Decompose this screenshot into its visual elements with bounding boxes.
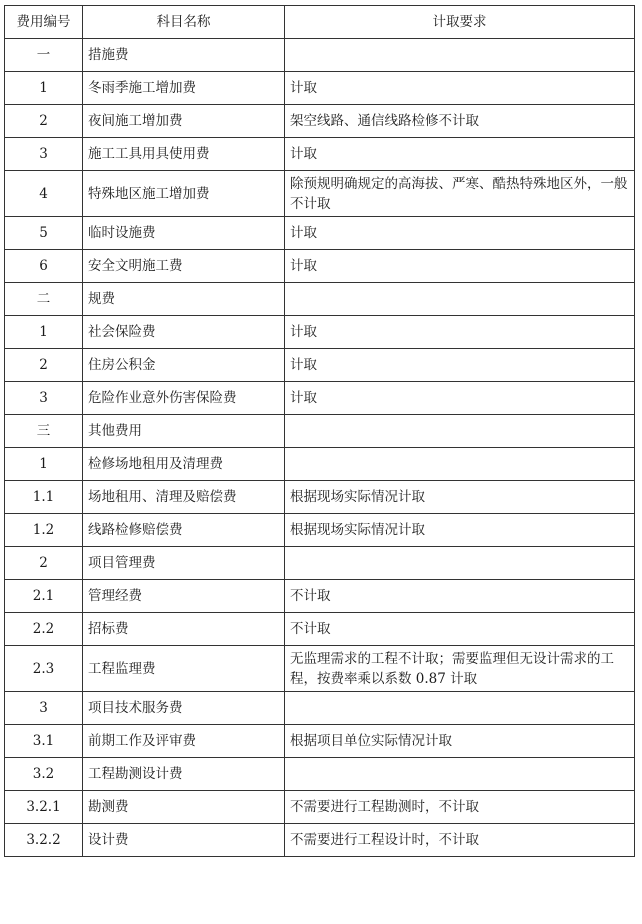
header-row <box>5 6 635 39</box>
cell-name: 特殊地区施工增加费 <box>83 171 285 217</box>
cell-code: 4 <box>5 171 83 217</box>
cell-code: 2 <box>5 105 83 138</box>
cell-requirement: 不计取 <box>285 580 635 613</box>
cell-requirement <box>285 415 635 448</box>
table-body <box>5 39 635 857</box>
cell-requirement <box>285 448 635 481</box>
cell-requirement: 根据现场实际情况计取 <box>285 481 635 514</box>
table-row <box>5 217 635 250</box>
table-row <box>5 72 635 105</box>
cell-code: 三 <box>5 415 83 448</box>
table-row <box>5 758 635 791</box>
cell-name: 其他费用 <box>83 415 285 448</box>
cell-requirement: 不需要进行工程设计时，不计取 <box>285 824 635 857</box>
cell-code: 2 <box>5 349 83 382</box>
cell-requirement: 计取 <box>285 138 635 171</box>
cell-code: 3 <box>5 138 83 171</box>
cell-requirement: 不需要进行工程勘测时，不计取 <box>285 791 635 824</box>
cell-requirement: 计取 <box>285 316 635 349</box>
header-requirement: 计取要求 <box>285 6 635 39</box>
cell-requirement: 无监理需求的工程不计取；需要监理但无设计需求的工程，按费率乘以系数 0.87 计取 <box>285 646 635 692</box>
cell-code: 6 <box>5 250 83 283</box>
cell-name: 线路检修赔偿费 <box>83 514 285 547</box>
cell-code: 1 <box>5 448 83 481</box>
cell-code: 二 <box>5 283 83 316</box>
table-row <box>5 105 635 138</box>
cell-name: 冬雨季施工增加费 <box>83 72 285 105</box>
table-row <box>5 824 635 857</box>
cell-name: 管理经费 <box>83 580 285 613</box>
table-row <box>5 250 635 283</box>
cell-code: 1.2 <box>5 514 83 547</box>
table-row <box>5 283 635 316</box>
cell-code: 3.2.1 <box>5 791 83 824</box>
header-name: 科目名称 <box>83 6 285 39</box>
cell-code: 一 <box>5 39 83 72</box>
cell-name: 措施费 <box>83 39 285 72</box>
cell-requirement <box>285 283 635 316</box>
cell-code: 2.2 <box>5 613 83 646</box>
table-row <box>5 138 635 171</box>
cell-name: 招标费 <box>83 613 285 646</box>
fee-table <box>4 5 635 857</box>
cell-requirement <box>285 692 635 725</box>
cell-requirement: 计取 <box>285 72 635 105</box>
table-row <box>5 415 635 448</box>
cell-name: 场地租用、清理及赔偿费 <box>83 481 285 514</box>
cell-requirement: 计取 <box>285 250 635 283</box>
cell-code: 3.2.2 <box>5 824 83 857</box>
cell-code: 5 <box>5 217 83 250</box>
cell-code: 3 <box>5 382 83 415</box>
cell-requirement: 根据项目单位实际情况计取 <box>285 725 635 758</box>
table-row <box>5 692 635 725</box>
cell-requirement: 计取 <box>285 217 635 250</box>
table-row <box>5 349 635 382</box>
cell-requirement <box>285 547 635 580</box>
cell-name: 施工工具用具使用费 <box>83 138 285 171</box>
cell-requirement <box>285 39 635 72</box>
table-row <box>5 725 635 758</box>
cell-name: 临时设施费 <box>83 217 285 250</box>
cell-code: 1 <box>5 316 83 349</box>
table-row <box>5 613 635 646</box>
table-row <box>5 481 635 514</box>
cell-code: 1.1 <box>5 481 83 514</box>
table-row <box>5 382 635 415</box>
table-row <box>5 646 635 692</box>
cell-requirement: 不计取 <box>285 613 635 646</box>
table-row <box>5 547 635 580</box>
cell-requirement: 根据现场实际情况计取 <box>285 514 635 547</box>
cell-requirement: 计取 <box>285 349 635 382</box>
cell-requirement: 除预规明确规定的高海拔、严寒、酷热特殊地区外，一般不计取 <box>285 171 635 217</box>
cell-code: 2 <box>5 547 83 580</box>
table-row <box>5 514 635 547</box>
cell-name: 住房公积金 <box>83 349 285 382</box>
table-row <box>5 791 635 824</box>
table-row <box>5 171 635 217</box>
cell-requirement: 计取 <box>285 382 635 415</box>
cell-name: 工程监理费 <box>83 646 285 692</box>
cell-name: 前期工作及评审费 <box>83 725 285 758</box>
cell-name: 设计费 <box>83 824 285 857</box>
cell-name: 工程勘测设计费 <box>83 758 285 791</box>
cell-code: 3.2 <box>5 758 83 791</box>
cell-name: 项目管理费 <box>83 547 285 580</box>
cell-name: 检修场地租用及清理费 <box>83 448 285 481</box>
cell-code: 1 <box>5 72 83 105</box>
cell-code: 2.3 <box>5 646 83 692</box>
cell-code: 3.1 <box>5 725 83 758</box>
table-row <box>5 448 635 481</box>
cell-name: 安全文明施工费 <box>83 250 285 283</box>
cell-name: 夜间施工增加费 <box>83 105 285 138</box>
header-code: 费用编号 <box>5 6 83 39</box>
table-row <box>5 580 635 613</box>
cell-code: 2.1 <box>5 580 83 613</box>
table-header <box>5 6 635 39</box>
cell-requirement: 架空线路、通信线路检修不计取 <box>285 105 635 138</box>
cell-name: 项目技术服务费 <box>83 692 285 725</box>
cell-requirement <box>285 758 635 791</box>
cell-name: 规费 <box>83 283 285 316</box>
cell-name: 危险作业意外伤害保险费 <box>83 382 285 415</box>
table-row <box>5 39 635 72</box>
cell-code: 3 <box>5 692 83 725</box>
cell-name: 社会保险费 <box>83 316 285 349</box>
table-row <box>5 316 635 349</box>
cell-name: 勘测费 <box>83 791 285 824</box>
